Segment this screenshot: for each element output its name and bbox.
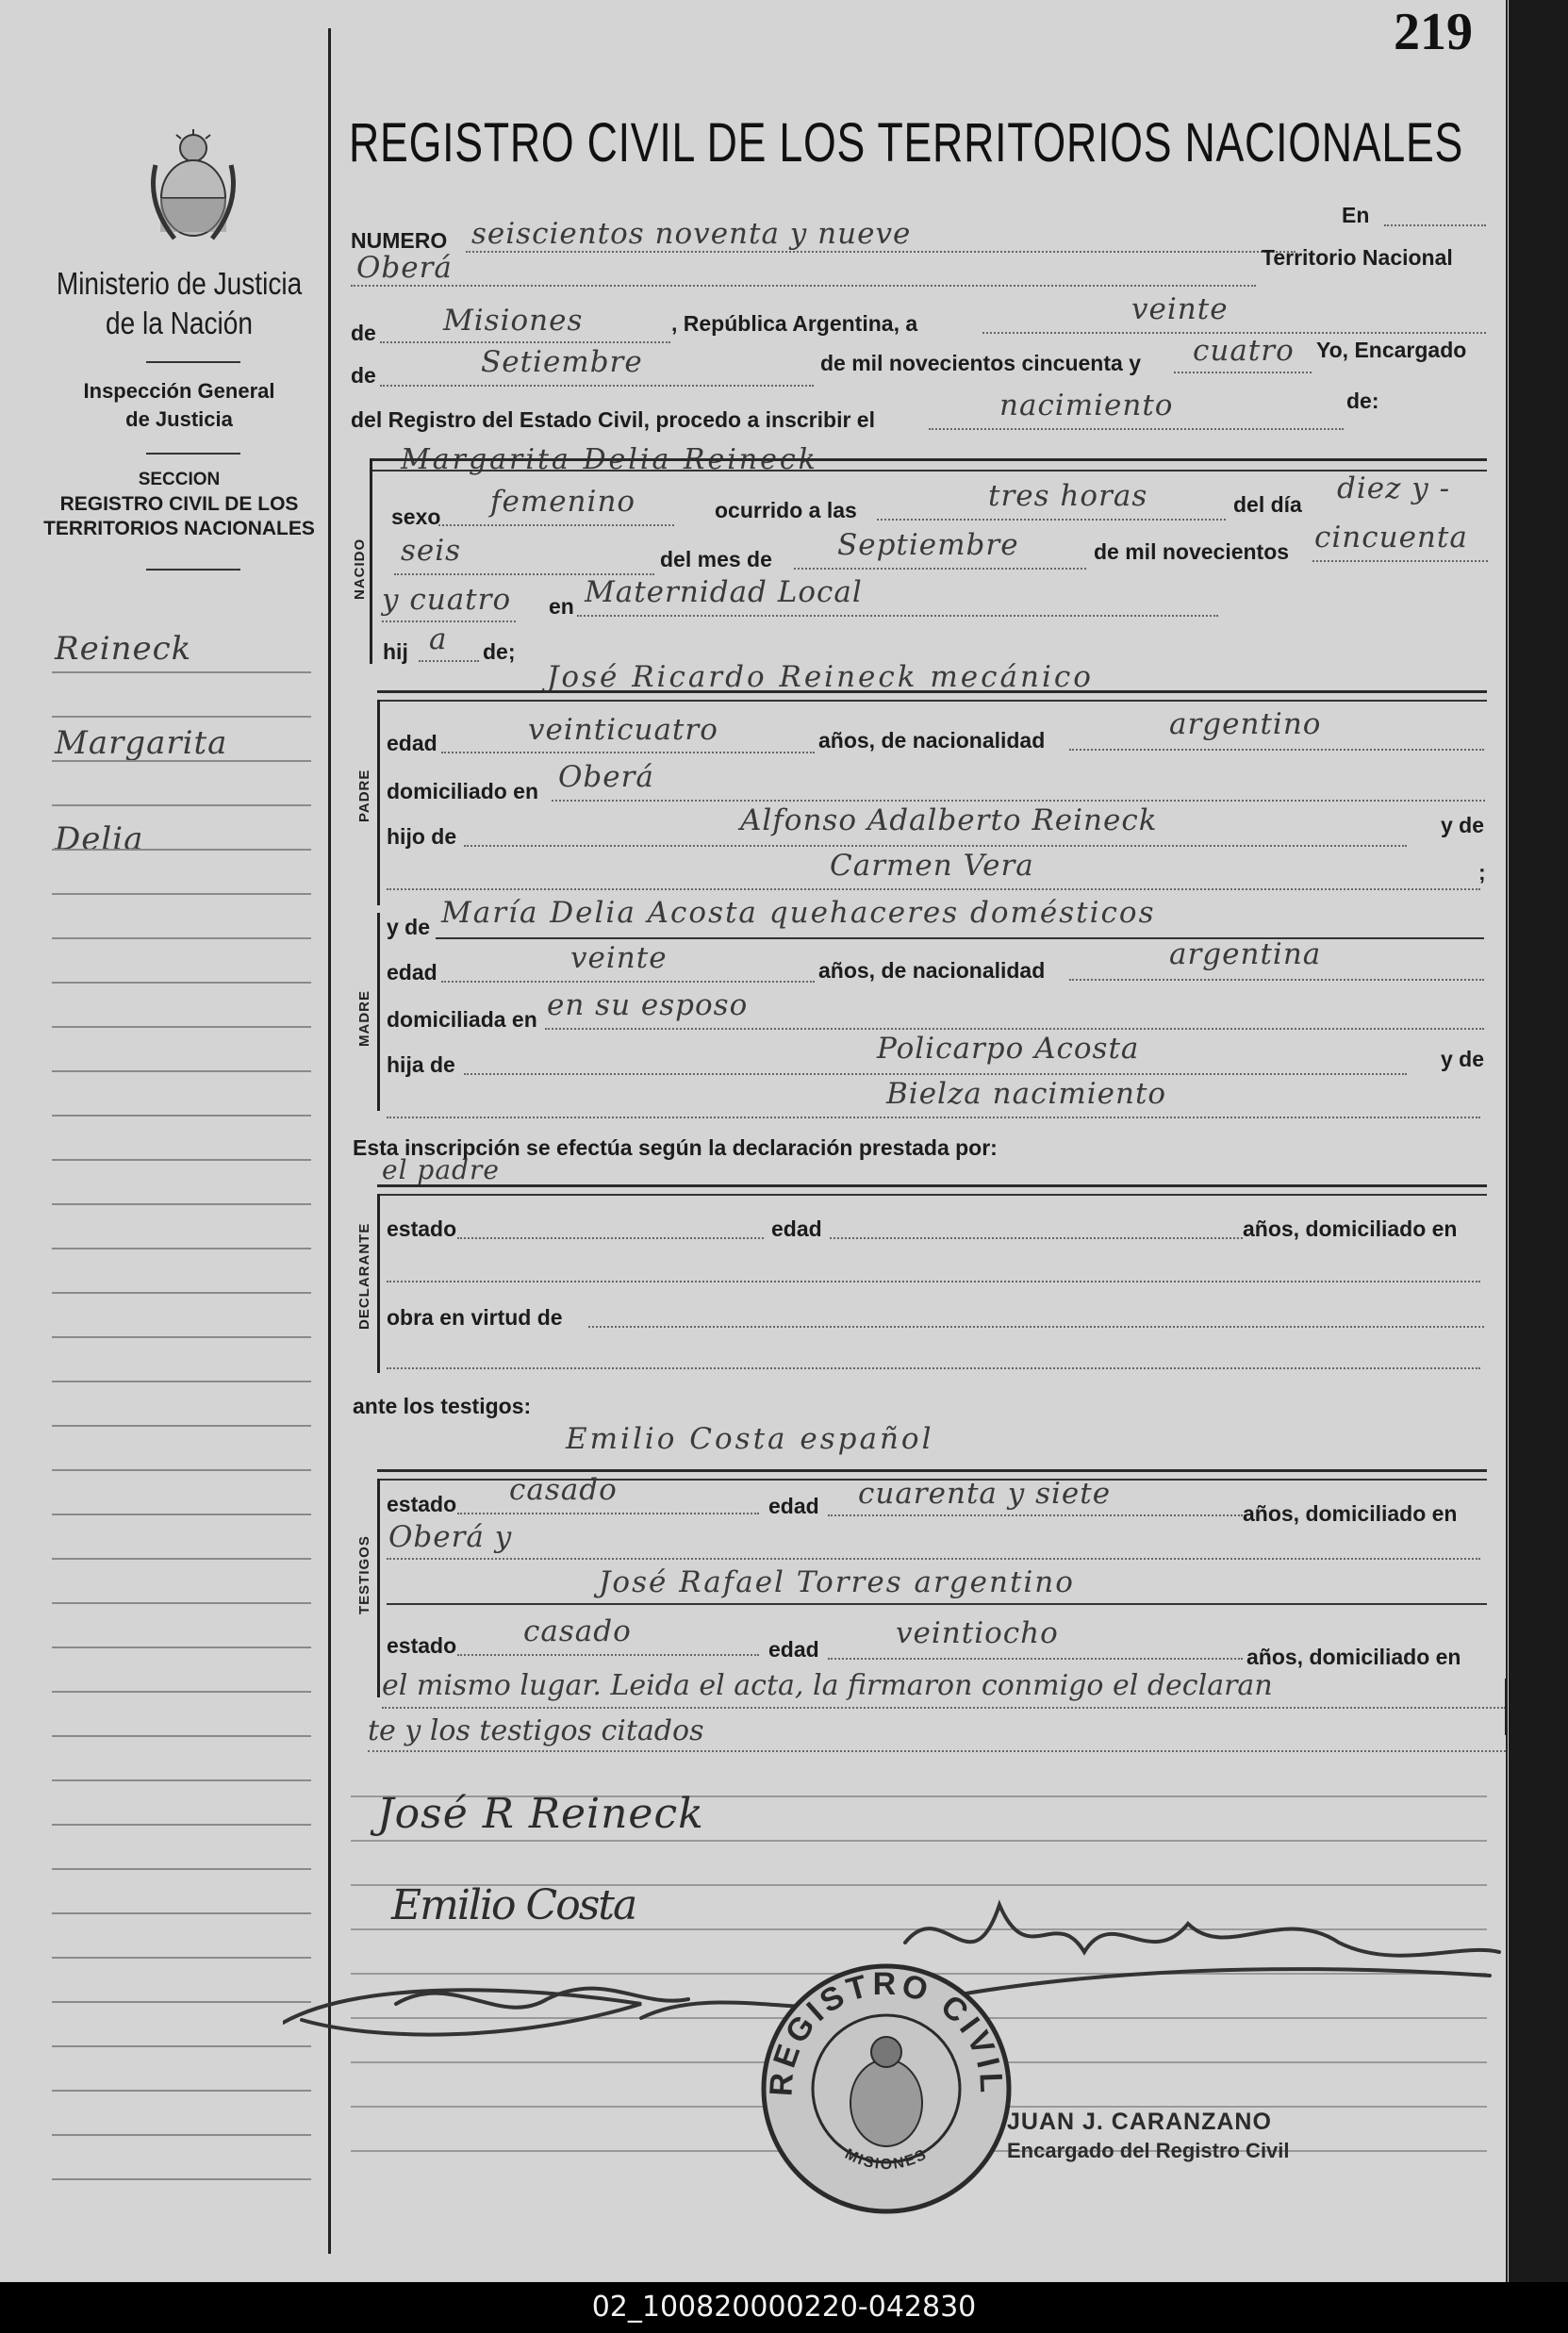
obra-label: obra en virtud de bbox=[387, 1305, 563, 1330]
declarant-edad-label: edad bbox=[771, 1216, 822, 1241]
margin-ruled-line bbox=[52, 1824, 311, 1826]
father-domiciliado-label: domiciliado en bbox=[387, 779, 539, 803]
side-label-declarante: DECLARANTE bbox=[356, 1222, 372, 1330]
margin-ruled-line bbox=[52, 1735, 311, 1737]
hij-suffix: a bbox=[429, 622, 448, 656]
margin-ruled-line bbox=[52, 1070, 311, 1072]
margin-ruled-line bbox=[52, 1602, 311, 1604]
margin-ruled-line bbox=[52, 1957, 311, 1959]
margin-ruled-line bbox=[52, 1912, 311, 1914]
de-label-1: de bbox=[351, 321, 376, 345]
en-label: En bbox=[1342, 203, 1370, 227]
sidebar-given-name2: Delia bbox=[55, 820, 144, 858]
year-prefix: de mil novecientos cincuenta y bbox=[820, 351, 1141, 375]
sidebar-given-name1: Margarita bbox=[55, 724, 228, 762]
margin-ruled-line bbox=[52, 1469, 311, 1471]
province-value: Misiones bbox=[443, 304, 584, 338]
hij-de-label: de; bbox=[483, 639, 516, 664]
place-value: Oberá bbox=[356, 251, 453, 285]
witness1-anos-label: años, domiciliado en bbox=[1243, 1501, 1458, 1526]
father-age: veinticuatro bbox=[528, 713, 718, 747]
side-label-madre: MADRE bbox=[356, 990, 372, 1047]
margin-ruled-line bbox=[52, 2045, 311, 2047]
birth-place-value: Maternidad Local bbox=[585, 575, 863, 609]
margin-ruled-line bbox=[52, 1159, 311, 1161]
sidebar-surname: Reineck bbox=[55, 630, 192, 668]
document-title: REGISTRO CIVIL DE LOS TERRITORIOS NACIONALES bbox=[349, 112, 1464, 174]
section-label: SECCION bbox=[138, 470, 221, 489]
ministry-line1: Ministerio de Justicia bbox=[56, 266, 303, 301]
father-nationality: argentino bbox=[1169, 707, 1322, 741]
del-mes-label: del mes de bbox=[660, 547, 772, 571]
closing-line2: te y los testigos citados bbox=[368, 1714, 704, 1747]
seal-bottom-text: MISIONES bbox=[842, 2145, 931, 2174]
witness2-edad-label: edad bbox=[768, 1637, 819, 1662]
witness2-anos-label: años, domiciliado en bbox=[1246, 1645, 1461, 1669]
margin-ruled-line bbox=[52, 1292, 311, 1294]
hij-label: hij bbox=[383, 639, 408, 664]
margin-ruled-line bbox=[52, 671, 311, 673]
mother-y-de-label: y de bbox=[387, 915, 431, 939]
margin-ruled-line bbox=[52, 1381, 311, 1382]
margin-ruled-line bbox=[52, 804, 311, 806]
signature-1: José R Reineck bbox=[377, 1790, 704, 1838]
witness1-edad-label: edad bbox=[768, 1494, 819, 1518]
mother-name: María Delia Acosta quehaceres domésticos bbox=[441, 896, 1156, 930]
margin-ruled-line bbox=[52, 716, 311, 718]
coat-of-arms-icon bbox=[146, 127, 240, 250]
birth-year-value1: cincuenta bbox=[1314, 521, 1468, 554]
en-place-label: en bbox=[549, 594, 574, 619]
margin-ruled-line bbox=[52, 849, 311, 851]
margin-ruled-line bbox=[52, 1115, 311, 1117]
registro-label: del Registro del Estado Civil, procedo a inscribir el bbox=[351, 407, 875, 432]
margin-ruled-line bbox=[52, 1026, 311, 1028]
margin-ruled-line bbox=[52, 1558, 311, 1560]
margin-ruled-line bbox=[52, 1646, 311, 1648]
margin-ruled-line bbox=[52, 937, 311, 939]
mother-mother: Bielza nacimiento bbox=[886, 1077, 1167, 1111]
witness2-estado-label: estado bbox=[387, 1633, 457, 1658]
margin-ruled-line bbox=[52, 982, 311, 984]
margin-ruled-line bbox=[52, 2090, 311, 2092]
margin-ruled-line bbox=[52, 760, 311, 762]
inspection-line1: Inspección General bbox=[83, 379, 275, 403]
father-hijo-de-label: hijo de bbox=[387, 824, 457, 849]
margin-ruled-line bbox=[52, 1514, 311, 1515]
margin-ruled-line bbox=[52, 2134, 311, 2136]
mother-father: Policarpo Acosta bbox=[877, 1032, 1140, 1066]
seal-text: REGISTRO CIVIL bbox=[763, 1966, 1010, 2097]
mother-nationality: argentina bbox=[1169, 937, 1322, 971]
birth-day-value2: seis bbox=[401, 534, 462, 568]
signature-ruled-line bbox=[351, 1840, 1487, 1842]
file-caption: 02_100820000220-042830 bbox=[591, 2291, 977, 2324]
stamp-title: Encargado del Registro Civil bbox=[1007, 2139, 1290, 2162]
witness1-estado-label: estado bbox=[387, 1492, 457, 1516]
section-line1: REGISTRO CIVIL DE LOS bbox=[59, 493, 299, 515]
declarant-estado-label: estado bbox=[387, 1216, 457, 1241]
margin-ruled-line bbox=[52, 1336, 311, 1338]
mother-age: veinte bbox=[570, 941, 668, 975]
inscripcion-label: Esta inscripción se efectúa según la declaración prestada por: bbox=[353, 1135, 998, 1160]
witness1-estado: casado bbox=[509, 1473, 618, 1507]
father-anos-label: años, de nacionalidad bbox=[818, 728, 1046, 753]
section-line2: TERRITORIOS NACIONALES bbox=[43, 518, 315, 539]
side-label-nacido: NACIDO bbox=[352, 538, 368, 600]
mother-domicile: en su esposo bbox=[547, 988, 749, 1022]
father-mother: Carmen Vera bbox=[830, 849, 1034, 883]
margin-ruled-line bbox=[52, 1248, 311, 1249]
mother-edad-label: edad bbox=[387, 960, 437, 984]
encargado-label: Yo, Encargado bbox=[1316, 338, 1467, 362]
semicolon: ; bbox=[1478, 860, 1486, 885]
margin-ruled-line bbox=[52, 2178, 311, 2180]
territorio-label: Territorio Nacional bbox=[1262, 245, 1453, 270]
mother-y-de-label-2: y de bbox=[1441, 1047, 1485, 1071]
hour-value: tres horas bbox=[988, 479, 1148, 513]
margin-ruled-line bbox=[52, 1203, 311, 1205]
birth-year-value2: y cuatro bbox=[382, 583, 512, 617]
margin-ruled-line bbox=[52, 1691, 311, 1693]
father-y-de-label: y de bbox=[1441, 813, 1485, 837]
witness1-name: Emilio Costa español bbox=[566, 1422, 934, 1456]
declarant-value: el padre bbox=[382, 1154, 500, 1185]
mother-anos-label: años, de nacionalidad bbox=[818, 958, 1046, 983]
birth-day-value1: diez y - bbox=[1337, 472, 1451, 505]
de-colon-label: de: bbox=[1346, 389, 1379, 413]
witness2-name: José Rafael Torres argentino bbox=[599, 1565, 1075, 1599]
mother-hija-de-label: hija de bbox=[387, 1052, 455, 1077]
sexo-value: femenino bbox=[490, 485, 636, 519]
witness2-edad: veintiocho bbox=[896, 1616, 1059, 1650]
stamp-name: JUAN J. CARANZANO bbox=[1007, 2109, 1272, 2135]
sexo-label: sexo bbox=[391, 505, 441, 529]
father-edad-label: edad bbox=[387, 731, 437, 755]
declarant-anos-label: años, domiciliado en bbox=[1243, 1216, 1458, 1241]
margin-ruled-line bbox=[52, 1425, 311, 1427]
republica-label: , República Argentina, a bbox=[671, 311, 918, 336]
margin-ruled-line bbox=[52, 1779, 311, 1781]
testigos-label: ante los testigos: bbox=[353, 1394, 532, 1418]
father-name: José Ricardo Reineck mecánico bbox=[547, 660, 1094, 694]
witness1-domicile: Oberá y bbox=[388, 1520, 513, 1554]
registry-seal-icon bbox=[759, 1961, 1014, 2216]
del-dia-label: del día bbox=[1233, 492, 1302, 517]
month-value: Setiembre bbox=[481, 345, 643, 379]
father-domicile: Oberá bbox=[558, 760, 654, 794]
signature-2: Emilio Costa bbox=[391, 1881, 636, 1929]
day-value: veinte bbox=[1131, 292, 1229, 326]
inspection-line2: de Justicia bbox=[125, 407, 233, 431]
side-label-padre: PADRE bbox=[356, 769, 372, 822]
act-value: nacimiento bbox=[999, 389, 1174, 422]
page-number: 219 bbox=[1394, 3, 1473, 61]
witness2-estado: casado bbox=[523, 1614, 632, 1648]
numero-label: NUMERO bbox=[351, 228, 448, 253]
father-father: Alfonso Adalberto Reineck bbox=[740, 803, 1158, 837]
birth-month-value: Septiembre bbox=[837, 528, 1019, 562]
margin-ruled-line bbox=[52, 2001, 311, 2003]
person-name: Margarita Delia Reineck bbox=[401, 443, 818, 476]
de-mil-label: de mil novecientos bbox=[1094, 539, 1290, 564]
numero-value: seiscientos noventa y nueve bbox=[471, 217, 912, 251]
margin-ruled-line bbox=[52, 1868, 311, 1870]
witness1-edad: cuarenta y siete bbox=[858, 1477, 1112, 1511]
mother-domiciliada-label: domiciliada en bbox=[387, 1007, 537, 1032]
de-label-2: de bbox=[351, 363, 376, 388]
margin-ruled-line bbox=[52, 893, 311, 895]
closing-line1: el mismo lugar. Leida el acta, la firmaron conmigo el declaran bbox=[382, 1669, 1273, 1702]
side-label-testigos: TESTIGOS bbox=[356, 1535, 372, 1614]
ocurrido-label: ocurrido a las bbox=[715, 498, 857, 522]
year-value: cuatro bbox=[1193, 334, 1295, 368]
ministry-line2: de la Nación bbox=[106, 306, 253, 340]
